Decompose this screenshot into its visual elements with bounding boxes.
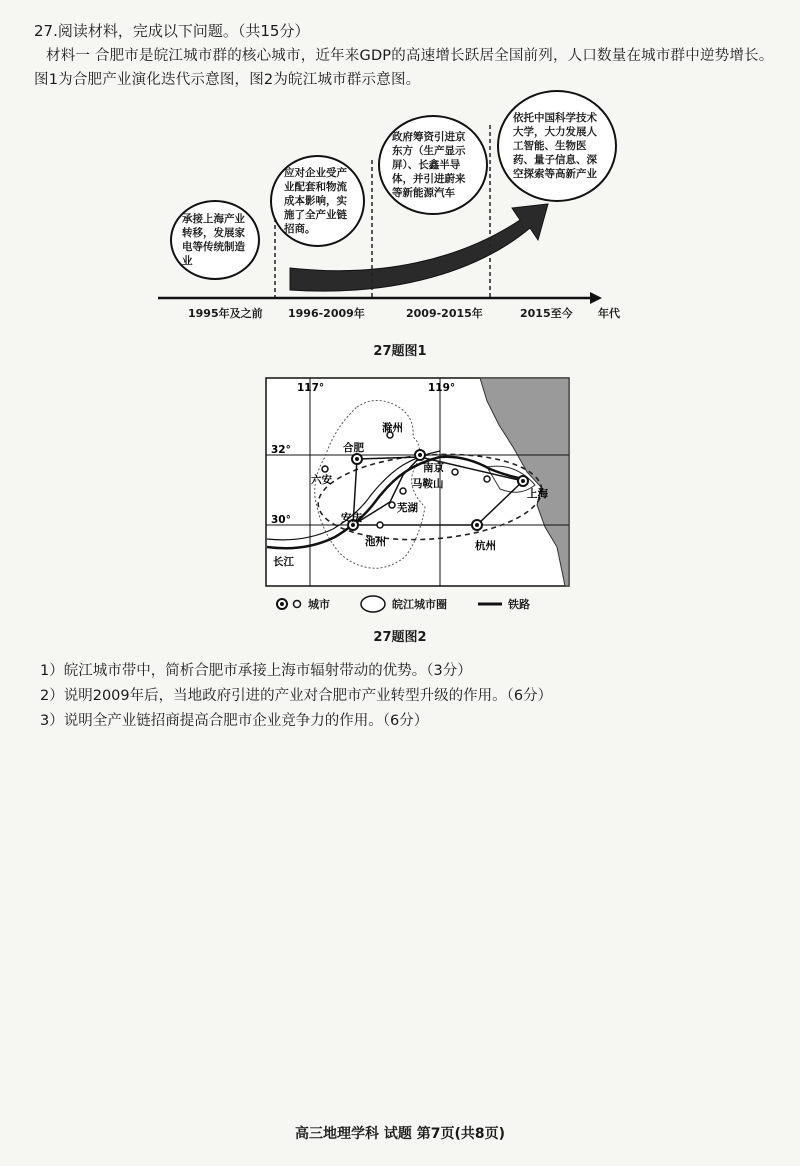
legend-city-label: 城市 <box>308 598 330 611</box>
stage-1-bubble <box>170 200 260 280</box>
stage-3-bubble <box>378 115 488 215</box>
lat-32-label: 32° <box>271 444 291 456</box>
figure-2-caption: 27题图2 <box>373 630 427 645</box>
city-nanjing: 南京 <box>423 462 444 474</box>
material-text: 材料一 合肥市是皖江城市群的核心城市，近年来GDP的高速增长跃居全国前列，人口数量在城市群中逆势增长。图1为合肥产业演化迭代示意图，图2为皖江城市群示意图。 <box>34 48 774 88</box>
map-graphic <box>265 377 570 587</box>
stage-3-text: 政府筹资引进京东方（生产显示屏）、长鑫半导体，并引进蔚来等新能源汽车 <box>392 131 466 199</box>
lat-30-label: 30° <box>271 514 291 526</box>
city-shanghai: 上海 <box>527 488 548 500</box>
question-header: 27.阅读材料，完成以下问题。（共15分） <box>34 22 310 40</box>
lon-119-label: 119° <box>428 382 456 394</box>
river-label: 长江 <box>273 556 294 568</box>
legend-railway-label: 铁路 <box>508 598 530 611</box>
period-3-label: 2009-2015年 <box>406 307 483 320</box>
city-wuhu: 芜湖 <box>397 502 418 514</box>
figure-1-timeline <box>150 100 630 335</box>
sub-question-2: 2）说明2009年后，当地政府引进的产业对合肥市产业转型升级的作用。（6分） <box>40 688 553 704</box>
lon-117-label: 117° <box>297 382 325 394</box>
stage-1-text: 承接上海产业转移，发展家电等传统制造业 <box>182 213 245 267</box>
period-1-label: 1995年及之前 <box>188 307 263 320</box>
sub-question-3: 3）说明全产业链招商提高合肥市企业竞争力的作用。（6分） <box>40 713 429 729</box>
city-hefei: 合肥 <box>343 442 364 454</box>
city-chizhou: 池州 <box>365 536 386 548</box>
axis-arrow-icon <box>590 292 602 304</box>
period-2-label: 1996-2009年 <box>288 307 365 320</box>
city-luan: 六安 <box>311 474 332 486</box>
stage-4-text: 依托中国科学技术大学，大力发展人工智能、生物医药、量子信息、深空探索等高新产业 <box>513 112 597 180</box>
city-anqing: 安庆 <box>341 512 362 524</box>
city-maanshan: 马鞍山 <box>412 478 444 490</box>
city-hangzhou: 杭州 <box>475 540 496 552</box>
period-4-label: 2015至今 <box>520 307 573 320</box>
stage-2-bubble <box>270 155 365 247</box>
stage-2-text: 应对企业受产业配套和物流成本影响，实施了全产业链招商。 <box>284 167 347 235</box>
page-footer: 高三地理学科 试题 第7页(共8页) <box>294 1126 506 1142</box>
axis-unit-label: 年代 <box>598 307 620 320</box>
sub-question-1: 1）皖江城市带中，简析合肥市承接上海市辐射带动的优势。（3分） <box>40 663 472 679</box>
map-legend <box>270 594 590 614</box>
city-ring-icon <box>361 596 385 612</box>
figure-1-caption: 27题图1 <box>373 344 427 359</box>
city-chuzhou: 滁州 <box>382 422 403 434</box>
figure-2-map <box>265 377 570 587</box>
stage-4-bubble <box>497 90 617 202</box>
legend-region-label: 皖江城市圈 <box>392 598 447 611</box>
